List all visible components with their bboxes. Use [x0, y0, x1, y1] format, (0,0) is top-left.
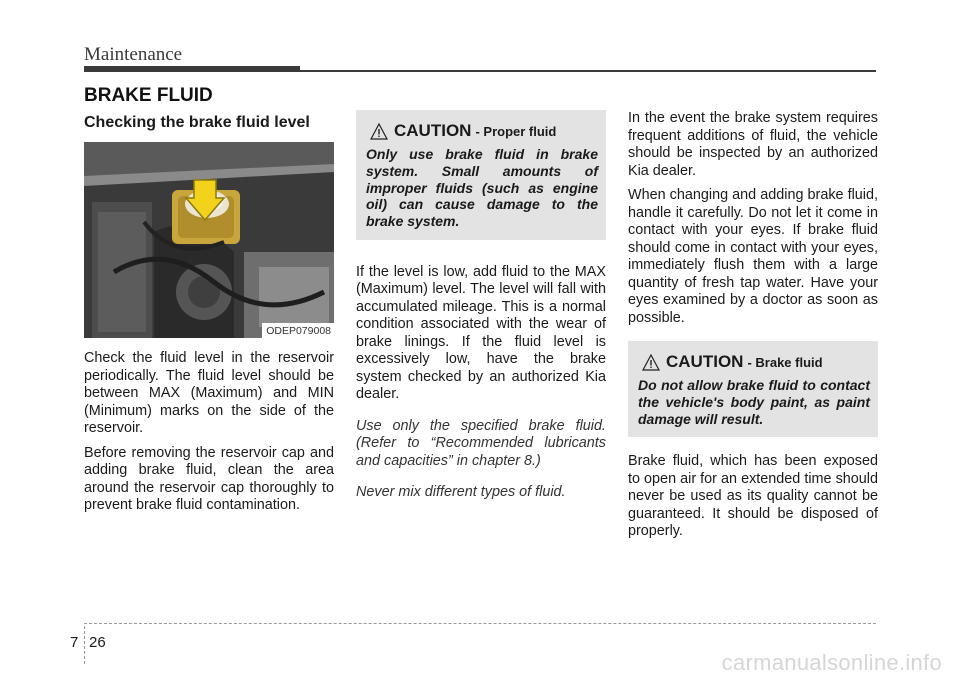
caution-box-proper-fluid: [356, 110, 606, 240]
paragraph-check-level: Check the fluid level in the reservoir periodically. The fluid level should be between MAX (Maximum) and MIN (Minimum) marks on the side of the reservoir.: [84, 350, 334, 436]
footer-divider: [84, 626, 85, 664]
arrow-down-icon: [184, 178, 226, 222]
header-title: Maintenance: [84, 44, 183, 65]
column-3: [628, 110, 878, 548]
page-chapter: 7: [70, 634, 79, 651]
paragraph-exposed-fluid: Brake fluid, which has been exposed to open air for an extended time should never be used as its quality cannot be guaranteed. It should be disposed of properly.: [628, 453, 878, 540]
subheading-checking: Checking the brake fluid level: [84, 114, 310, 131]
paragraph-frequent-additions: In the event the brake system requires frequent additions of fluid, the vehicle should be inspected by an authorized Kia dealer.: [628, 110, 878, 179]
watermark: carmanualsonline.info: [721, 650, 942, 675]
paragraph-handle-carefully: When changing and adding brake fluid, handle it carefully. Do not let it come in contact with your eyes. If brake fluid should come in contact with your eyes, immediately flush them with a large quantity of fresh tap water. Have your eyes examined by a doctor as soon as possible.: [628, 187, 878, 326]
footer-rule: [84, 623, 876, 624]
page-number: 26: [89, 634, 106, 651]
warning-triangle-icon: [370, 123, 388, 140]
paragraph-level-low: If the level is low, add fluid to the MAX (Maximum) level. The level will fall with accumulated mileage. This is a normal condition associated with the wear of brake linings. If the fluid level is excessively low, have the brake system checked by an authorized Kia dealer.: [356, 263, 606, 403]
caution-heading: [642, 349, 870, 373]
caution-text: Do not allow brake fluid to contact the vehicle's body paint, as paint damage will result.: [638, 377, 870, 427]
caution-box-brake-fluid: [628, 341, 878, 437]
caution-heading: [370, 118, 598, 142]
column-2: [356, 110, 606, 509]
note-never-mix: Never mix different types of fluid.: [356, 484, 566, 501]
note-specified-fluid: Use only the specified brake fluid. (Refer to “Recommended lubricants and capacities” in chapter 8.): [356, 417, 606, 469]
caution-word: CAUTION: [666, 352, 744, 371]
warning-triangle-icon: [642, 354, 660, 371]
section-title: BRAKE FLUID: [84, 85, 213, 106]
spacer: [356, 240, 606, 264]
caution-subtitle: - Proper fluid: [475, 124, 557, 139]
paragraph-before-removing: Before removing the reservoir cap and adding brake fluid, clean the area around the reservoir cap thoroughly to prevent brake fluid contamination.: [84, 444, 334, 513]
engine-bay-illustration: [84, 142, 334, 338]
caution-subtitle: - Brake fluid: [747, 355, 823, 370]
header-rule-accent: [84, 66, 300, 72]
column-1: [84, 110, 334, 522]
engine-bay-photo: [84, 142, 334, 338]
caution-word: CAUTION: [394, 121, 472, 140]
photo-code: ODEP079008: [262, 323, 334, 338]
caution-text: Only use brake fluid in brake system. Small amounts of improper fluids (such as engine oil) can cause damage to the brake system.: [366, 146, 598, 230]
